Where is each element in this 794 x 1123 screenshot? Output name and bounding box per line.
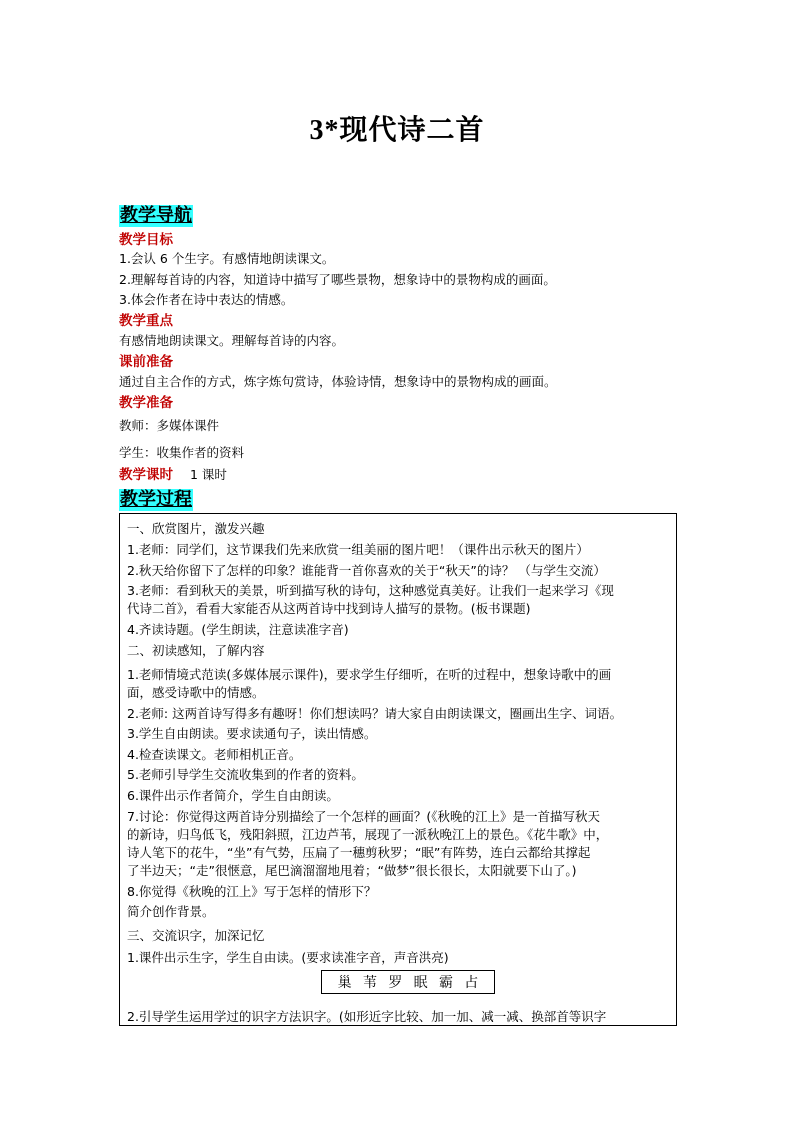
process-line: 3.学生自由朗读。要求读通句子，读出情感。	[127, 726, 377, 741]
process-line: 的新诗，归鸟低飞，残阳斜照，江边芦苇，展现了一派秋晚江上的景色。《花牛歌》中，	[127, 827, 609, 842]
new-characters-box	[321, 970, 495, 994]
student-prep: 学生：收集作者的资料	[119, 445, 245, 460]
goal-item: 1.会认 6 个生字。有感情地朗读课文。	[119, 251, 335, 266]
hours-label: 教学课时	[119, 467, 173, 483]
new-character: 霸	[438, 975, 453, 991]
new-character: 巢	[337, 975, 352, 991]
new-character: 罗	[388, 975, 403, 991]
process-line: 诗人笔下的花牛，“坐”有气势，压扁了一穗剪秋罗；“眠”有阵势，连白云都给其撑起	[127, 845, 591, 860]
process-box	[119, 513, 677, 1026]
new-character: 占	[464, 975, 479, 991]
process-line: 4.检查读课文。老师相机正音。	[127, 747, 302, 762]
key-label: 教学重点	[119, 313, 173, 329]
process-line: 代诗二首》，看看大家能否从这两首诗中找到诗人描写的景物。(板书课题)	[127, 601, 531, 616]
prep-label: 课前准备	[119, 354, 173, 370]
process-line: 4.齐读诗题。(学生朗读，注意读准字音)	[127, 622, 349, 637]
teach-prep-label: 教学准备	[119, 395, 173, 411]
prep-text: 通过自主合作的方式，炼字炼句赏诗，体验诗情，想象诗中的景物构成的画面。	[119, 374, 557, 389]
section-heading-guide: 教学导航	[120, 205, 192, 226]
process-line: 2.秋天给你留下了怎样的印象？谁能背一首你喜欢的关于“秋天”的诗？ （与学生交流）	[127, 563, 606, 578]
process-line: 三、交流识字，加深记忆	[127, 928, 265, 943]
process-line: 2.引导学生运用学过的识字方法识字。(如形近字比较、加一加、减一减、换部首等识字	[127, 1009, 607, 1024]
new-character: 苇	[362, 975, 377, 991]
process-line: 了半边天；“走”很惬意，尾巴滴溜溜地甩着；“做梦”很长很长，太阳就要下山了。)	[127, 863, 577, 878]
teacher-prep: 教师：多媒体课件	[119, 418, 220, 433]
goals-label: 教学目标	[119, 232, 173, 248]
key-text: 有感情地朗读课文。理解每首诗的内容。	[119, 333, 345, 348]
process-line: 1.课件出示生字，学生自由读。(要求读准字音，声音洪亮)	[127, 950, 449, 965]
process-line: 2.老师: 这两首诗写得多有趣呀！你们想读吗？请大家自由朗读课文，圈画出生字、词语。	[127, 706, 623, 721]
process-line: 面，感受诗歌中的情感。	[127, 685, 265, 700]
process-line: 1.老师：同学们，这节课我们先来欣赏一组美丽的图片吧！（课件出示秋天的图片）	[127, 542, 589, 557]
process-line: 简介创作背景。	[127, 904, 215, 919]
process-line: 一、欣赏图片，激发兴趣	[127, 521, 265, 536]
page-title: 3*现代诗二首	[309, 115, 485, 146]
process-line: 二、初读感知，了解内容	[127, 643, 265, 658]
process-line: 6.课件出示作者简介，学生自由朗读。	[127, 788, 339, 803]
goal-item: 3.体会作者在诗中表达的情感。	[119, 292, 294, 307]
goal-item: 2.理解每首诗的内容，知道诗中描写了哪些景物，想象诗中的景物构成的画面。	[119, 272, 556, 287]
section-heading-process: 教学过程	[120, 489, 192, 510]
process-line: 7.讨论：你觉得这两首诗分别描绘了一个怎样的画面？(《秋晚的江上》是一首描写秋天	[127, 809, 601, 824]
process-line: 8.你觉得《秋晚的江上》写于怎样的情形下？	[127, 884, 377, 899]
hours-value: 1 课时	[190, 467, 227, 482]
process-line: 3.老师：看到秋天的美景，听到描写秋的诗句，这种感觉真美好。让我们一起来学习《现	[127, 583, 614, 598]
new-character: 眠	[413, 975, 428, 991]
process-line: 1.老师情境式范读(多媒体展示课件)，要求学生仔细听，在听的过程中，想象诗歌中的画	[127, 667, 612, 682]
process-line: 5.老师引导学生交流收集到的作者的资料。	[127, 767, 364, 782]
